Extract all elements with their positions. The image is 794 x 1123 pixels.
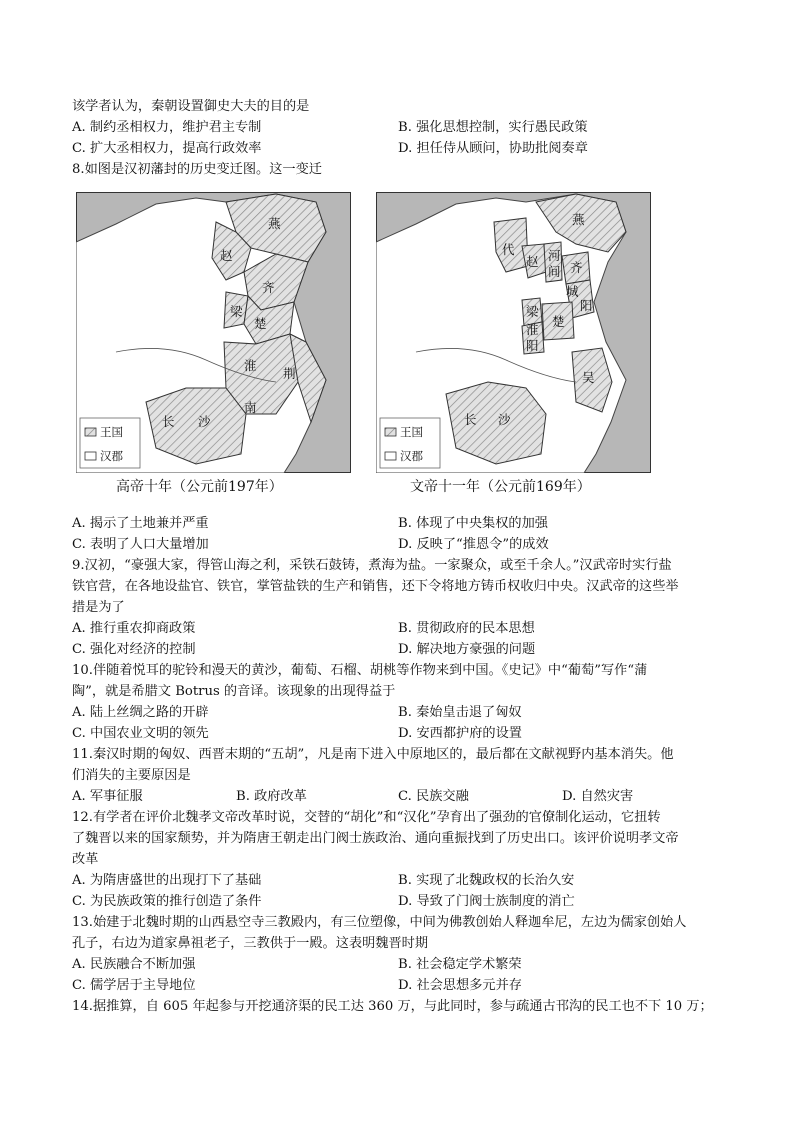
- map-right-label-yang1: 阳: [580, 298, 593, 313]
- map-right-figure: [376, 192, 651, 473]
- map-right-label-he: 河: [548, 248, 561, 263]
- map-left-label-huai: 淮: [244, 358, 257, 373]
- map-left-label-chang: 长: [162, 414, 175, 429]
- map-left-label-zhao: 赵: [220, 248, 233, 263]
- q8-option-a: A. 揭示了土地兼并严重: [72, 516, 209, 531]
- q11-line-2: 们消失的主要原因是: [72, 768, 191, 783]
- q10-option-b: B. 秦始皇击退了匈奴: [398, 705, 522, 720]
- q10-option-c: C. 中国农业文明的领先: [72, 726, 209, 741]
- map-right-label-yan: 燕: [572, 212, 585, 227]
- q8-option-d: D. 反映了“推恩令”的成效: [398, 537, 549, 552]
- map-left-label-yan: 燕: [268, 216, 281, 231]
- q11-line-1: 11.秦汉时期的匈奴、西晋末期的“五胡”，凡是南下进入中原地区的，最后都在文献视野内基本消失。他: [72, 747, 674, 762]
- map-right-label-qi: 齐: [570, 260, 583, 275]
- q13-option-a: A. 民族融合不断加强: [72, 957, 196, 972]
- q12-line-2: 了魏晋以来的国家颓势，并为隋唐王朝走出门阀士族政治、通向重振找到了历史出口。该评价说明孝文帝: [72, 831, 679, 846]
- map-left-legend-commandery: 汉郡: [100, 449, 123, 463]
- map-left-figure: [76, 192, 351, 473]
- q10-option-a: A. 陆上丝绸之路的开辟: [72, 705, 209, 720]
- q9-option-c: C. 强化对经济的控制: [72, 642, 196, 657]
- map-left-label-nan: 南: [244, 400, 257, 415]
- q10-line-2: 陶”，就是希腊文 Botrus 的音译。该现象的出现得益于: [72, 684, 396, 699]
- map-right-label-dai: 代: [502, 242, 515, 257]
- q11-option-b: B. 政府改革: [236, 789, 307, 804]
- q9-option-d: D. 解决地方豪强的问题: [398, 642, 536, 657]
- q7-option-d: D. 担任侍从顾问，协助批阅奏章: [398, 141, 588, 156]
- q13-line-2: 孔子，右边为道家鼻祖老子，三教供于一殿。这表明魏晋时期: [72, 936, 429, 951]
- map-right-caption: 文帝十一年（公元前169年）: [410, 479, 591, 495]
- q12-option-c: C. 为民族政策的推行创造了条件: [72, 894, 262, 909]
- q10-option-d: D. 安西都护府的设置: [398, 726, 522, 741]
- map-left-label-chu: 楚: [254, 316, 267, 331]
- map-right-label-zhao: 赵: [526, 254, 539, 269]
- map-right-label-huai: 淮: [526, 322, 539, 337]
- q9-line-3: 措是为了: [72, 600, 125, 615]
- q14-line-1: 14.据推算，自 605 年起参与开挖通济渠的民工达 360 万，与此同时，参与疏通古邗沟的民工也不下 10 万；: [72, 999, 713, 1014]
- map-right-label-cheng: 城: [566, 284, 579, 299]
- map-right-legend-commandery: 汉郡: [400, 449, 423, 463]
- map-right-label-chu: 楚: [552, 314, 565, 329]
- map-left-label-jing: 荆: [283, 366, 296, 381]
- map-right-label-yang2: 阳: [526, 338, 539, 353]
- q13-line-1: 13.始建于北魏时期的山西悬空寺三教殿内，有三位塑像，中间为佛教创始人释迦牟尼，左边为儒家创始人: [72, 915, 687, 930]
- q8-option-b: B. 体现了中央集权的加强: [398, 516, 548, 531]
- q9-option-a: A. 推行重农抑商政策: [72, 621, 196, 636]
- map-right-legend-swatch-kingdom: [385, 428, 396, 436]
- q7-stem: 该学者认为，秦朝设置御史大夫的目的是: [72, 99, 310, 114]
- map-left-caption: 高帝十年（公元前197年）: [116, 479, 283, 495]
- map-right-legend-kingdom: 王国: [400, 425, 423, 439]
- map-right-label-jian: 间: [548, 264, 561, 279]
- q8-stem: 8.如图是汉初藩封的历史变迁图。这一变迁: [72, 162, 322, 177]
- q13-option-c: C. 儒学居于主导地位: [72, 978, 196, 993]
- q12-option-a: A. 为隋唐盛世的出现打下了基础: [72, 873, 262, 888]
- map-right: [376, 192, 651, 473]
- q9-line-1: 9.汉初，“豪强大家，得管山海之利，采铁石鼓铸，煮海为盐。一家聚众，或至千余人。”汉武帝时实行盐: [72, 558, 672, 573]
- q9-option-b: B. 贯彻政府的民本思想: [398, 621, 535, 636]
- q12-option-d: D. 导致了门阀士族制度的消亡: [398, 894, 575, 909]
- map-left-legend-kingdom: 王国: [100, 425, 123, 439]
- q9-line-2: 铁官营，在各地设盐官、铁官，掌管盐铁的生产和销售，还下令将地方铸币权收归中央。汉武帝的这些举: [72, 579, 679, 594]
- map-right-legend-swatch-commandery: [385, 452, 396, 460]
- map-left-label-liang: 梁: [230, 304, 243, 319]
- map-left-legend-swatch-kingdom: [85, 428, 96, 436]
- q8-option-c: C. 表明了人口大量增加: [72, 537, 209, 552]
- map-left: [76, 192, 351, 473]
- q11-option-d: D. 自然灾害: [562, 789, 634, 804]
- map-left-legend-swatch-commandery: [85, 452, 96, 460]
- q12-line-1: 12.有学者在评价北魏孝文帝改革时说，交替的“胡化”和“汉化”孕育出了强劲的官僚制化运动，它扭转: [72, 810, 661, 825]
- map-left-label-sha: 沙: [198, 414, 211, 429]
- map-left-label-qi: 齐: [262, 280, 275, 295]
- q7-option-c: C. 扩大丞相权力，提高行政效率: [72, 141, 262, 156]
- q11-option-a: A. 军事征服: [72, 789, 143, 804]
- map-right-label-wu: 吴: [582, 370, 595, 385]
- map-right-label-sha: 沙: [498, 412, 511, 427]
- q13-option-d: D. 社会思想多元并存: [398, 978, 522, 993]
- map-right-label-chang: 长: [464, 412, 477, 427]
- q12-line-3: 改革: [72, 852, 99, 867]
- q7-option-a: A. 制约丞相权力，维护君主专制: [72, 120, 262, 135]
- q13-option-b: B. 社会稳定学术繁荣: [398, 957, 522, 972]
- q7-option-b: B. 强化思想控制，实行愚民政策: [398, 120, 588, 135]
- q10-line-1: 10.伴随着悦耳的驼铃和漫天的黄沙，葡萄、石榴、胡桃等作物来到中国。《史记》中“葡萄”写作“蒲: [72, 663, 648, 678]
- q11-option-c: C. 民族交融: [398, 789, 469, 804]
- q12-option-b: B. 实现了北魏政权的长治久安: [398, 873, 575, 888]
- map-right-label-liang: 梁: [526, 304, 539, 319]
